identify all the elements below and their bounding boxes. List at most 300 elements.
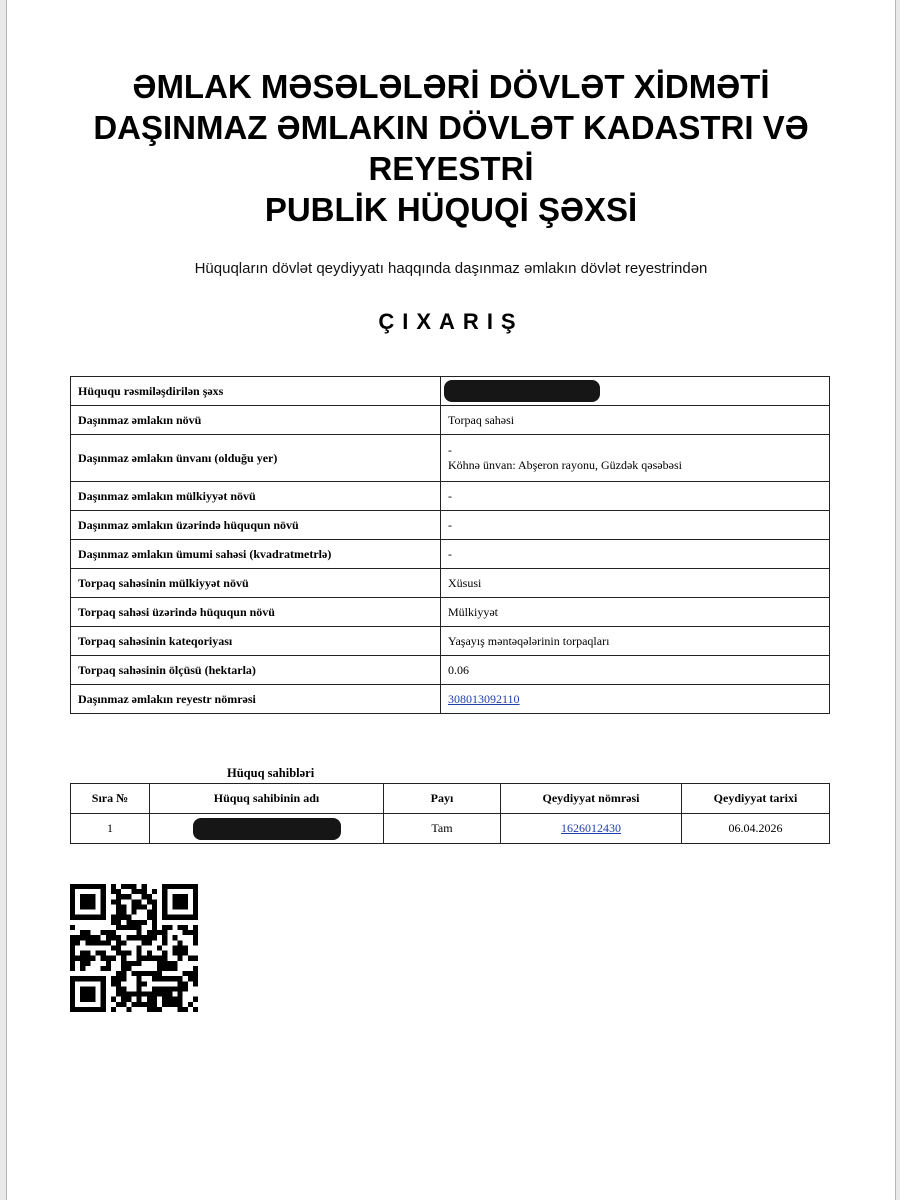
info-value: Xüsusi <box>441 569 830 598</box>
qr-module <box>121 904 126 909</box>
qr-module <box>121 910 126 915</box>
qr-module <box>80 956 85 961</box>
qr-module <box>131 925 136 930</box>
qr-module <box>80 961 85 966</box>
qr-module <box>157 1007 162 1012</box>
qr-module <box>121 940 126 945</box>
info-label: Daşınmaz əmlakın növü <box>71 406 441 435</box>
info-label: Hüququ rəsmiləşdirilən şəxs <box>71 377 441 406</box>
owners-header-row <box>71 784 830 814</box>
owner-reg-no <box>501 814 682 844</box>
qr-module <box>157 986 162 991</box>
qr-module <box>162 925 167 930</box>
qr-module <box>70 925 75 930</box>
qr-module <box>111 981 116 986</box>
info-value <box>441 435 830 482</box>
qr-module <box>85 930 90 935</box>
qr-module <box>178 976 183 981</box>
qr-finder-bottom-left <box>70 976 106 1012</box>
qr-module <box>142 971 147 976</box>
col-header-reg-no: Qeydiyyat nömrəsi <box>501 784 682 814</box>
title-line-2: DAŞINMAZ ƏMLAKIN DÖVLƏT KADASTRI VƏ <box>93 109 809 146</box>
qr-module <box>126 997 131 1002</box>
qr-module <box>80 930 85 935</box>
old-address-value: Köhnə ünvan: Abşeron rayonu, Güzdək qəsəbəsi <box>448 458 682 472</box>
qr-module <box>147 956 152 961</box>
qr-module <box>157 971 162 976</box>
qr-module <box>172 1002 177 1007</box>
qr-module <box>167 986 172 991</box>
qr-module <box>85 940 90 945</box>
qr-module <box>167 966 172 971</box>
qr-module <box>152 971 157 976</box>
info-value-redacted <box>441 377 830 406</box>
qr-module <box>172 951 177 956</box>
qr-module <box>121 997 126 1002</box>
qr-module <box>183 945 188 950</box>
qr-module <box>137 951 142 956</box>
info-label: Torpaq sahəsi üzərində hüququn növü <box>71 598 441 627</box>
qr-module <box>70 940 75 945</box>
qr-module <box>183 971 188 976</box>
qr-module <box>152 915 157 920</box>
qr-module <box>142 894 147 899</box>
qr-module <box>131 889 136 894</box>
qr-module <box>157 992 162 997</box>
qr-module <box>116 899 121 904</box>
info-row <box>71 406 830 435</box>
qr-module <box>101 930 106 935</box>
qr-module <box>172 976 177 981</box>
qr-module <box>126 961 131 966</box>
col-header-share: Payı <box>384 784 501 814</box>
qr-module <box>116 935 121 940</box>
qr-module <box>137 997 142 1002</box>
document-subtitle: Hüquqların dövlət qeydiyyatı haqqında daşınmaz əmlakın dövlət reyestrindən <box>194 260 708 277</box>
registry-number-link[interactable]: 308013092110 <box>448 691 520 706</box>
qr-module <box>157 976 162 981</box>
info-label: Torpaq sahəsinin mülkiyyət növü <box>71 569 441 598</box>
qr-module <box>131 1002 136 1007</box>
qr-module <box>126 1007 131 1012</box>
document-type-heading: ÇIXARIŞ <box>378 309 524 334</box>
qr-module <box>183 1007 188 1012</box>
qr-module <box>152 1002 157 1007</box>
qr-module <box>178 945 183 950</box>
qr-module <box>188 956 193 961</box>
qr-module <box>147 910 152 915</box>
info-row <box>71 377 830 406</box>
info-row <box>71 540 830 569</box>
qr-module <box>137 961 142 966</box>
qr-module <box>116 945 121 950</box>
info-value: - <box>441 511 830 540</box>
registration-number-link[interactable]: 1626012430 <box>561 821 621 835</box>
info-label: Daşınmaz əmlakın ümumi sahəsi (kvadratmetrlə) <box>71 540 441 569</box>
info-row <box>71 435 830 482</box>
owner-reg-date: 06.04.2026 <box>682 814 830 844</box>
qr-module <box>106 940 111 945</box>
qr-module <box>188 976 193 981</box>
qr-module <box>116 894 121 899</box>
qr-module <box>178 1002 183 1007</box>
qr-module <box>167 925 172 930</box>
qr-module <box>183 930 188 935</box>
qr-module <box>85 961 90 966</box>
qr-module <box>126 951 131 956</box>
address-value: - <box>448 443 452 457</box>
qr-module <box>70 961 75 966</box>
qr-module <box>70 945 75 950</box>
info-row <box>71 482 830 511</box>
qr-module <box>121 971 126 976</box>
qr-module <box>116 920 121 925</box>
title-line-3: REYESTRİ <box>368 150 534 187</box>
qr-module <box>101 940 106 945</box>
qr-module <box>147 940 152 945</box>
qr-module <box>142 884 147 889</box>
qr-module <box>116 925 121 930</box>
qr-module <box>147 894 152 899</box>
qr-module <box>137 976 142 981</box>
qr-module <box>183 951 188 956</box>
qr-module <box>193 966 198 971</box>
qr-module <box>147 997 152 1002</box>
qr-module <box>126 884 131 889</box>
qr-module <box>80 935 85 940</box>
qr-module <box>111 997 116 1002</box>
qr-module <box>142 956 147 961</box>
qr-module <box>147 951 152 956</box>
qr-module <box>193 925 198 930</box>
qr-module <box>193 981 198 986</box>
qr-module <box>111 889 116 894</box>
info-value: - <box>441 482 830 511</box>
qr-module <box>90 935 95 940</box>
qr-module <box>152 925 157 930</box>
qr-module <box>121 966 126 971</box>
qr-module <box>152 986 157 991</box>
qr-module <box>147 899 152 904</box>
qr-module <box>157 930 162 935</box>
qr-module <box>172 997 177 1002</box>
qr-module <box>131 971 136 976</box>
qr-module <box>157 945 162 950</box>
qr-module <box>162 930 167 935</box>
qr-module <box>193 930 198 935</box>
qr-module <box>116 910 121 915</box>
qr-module <box>152 920 157 925</box>
qr-module <box>147 1002 152 1007</box>
qr-module <box>106 961 111 966</box>
qr-module <box>147 915 152 920</box>
qr-module <box>157 961 162 966</box>
qr-module <box>162 966 167 971</box>
qr-module <box>116 992 121 997</box>
qr-module <box>152 1007 157 1012</box>
info-label: Daşınmaz əmlakın mülkiyyət növü <box>71 482 441 511</box>
qr-module <box>126 915 131 920</box>
qr-module <box>75 956 80 961</box>
qr-module <box>137 930 142 935</box>
document-page <box>6 0 896 1200</box>
qr-module <box>157 966 162 971</box>
qr-module <box>111 945 116 950</box>
title-line-1: ƏMLAK MƏSƏLƏLƏRİ DÖVLƏT XİDMƏTİ <box>132 68 770 105</box>
qr-module <box>116 904 121 909</box>
qr-module <box>178 992 183 997</box>
qr-module <box>162 1002 167 1007</box>
info-value <box>441 685 830 714</box>
qr-module <box>96 951 101 956</box>
info-value: Yaşayış məntəqələrinin torpaqları <box>441 627 830 656</box>
col-header-no: Sıra № <box>71 784 150 814</box>
qr-module <box>126 935 131 940</box>
qr-module <box>106 935 111 940</box>
qr-module <box>193 997 198 1002</box>
qr-module <box>193 976 198 981</box>
qr-module <box>137 945 142 950</box>
info-value: - <box>441 540 830 569</box>
qr-module <box>178 1007 183 1012</box>
qr-module <box>96 935 101 940</box>
qr-finder-top-left <box>70 884 106 920</box>
qr-module <box>116 986 121 991</box>
qr-module <box>111 935 116 940</box>
info-row <box>71 656 830 685</box>
qr-module <box>162 992 167 997</box>
qr-module <box>188 971 193 976</box>
owner-no: 1 <box>71 814 150 844</box>
qr-module <box>111 915 116 920</box>
info-row <box>71 598 830 627</box>
qr-module <box>116 981 121 986</box>
qr-module <box>142 920 147 925</box>
qr-module <box>121 956 126 961</box>
qr-module <box>147 971 152 976</box>
qr-module <box>121 961 126 966</box>
property-info-table <box>70 376 830 714</box>
qr-module <box>101 966 106 971</box>
qr-module <box>121 951 126 956</box>
qr-module <box>121 894 126 899</box>
qr-module <box>101 956 106 961</box>
info-label: Torpaq sahəsinin ölçüsü (hektarla) <box>71 656 441 685</box>
info-row <box>71 511 830 540</box>
qr-module <box>116 971 121 976</box>
qr-module <box>126 894 131 899</box>
qr-module <box>178 956 183 961</box>
info-label: Daşınmaz əmlakın ünvanı (olduğu yer) <box>71 435 441 482</box>
qr-module <box>137 889 142 894</box>
qr-module <box>193 935 198 940</box>
qr-module <box>137 992 142 997</box>
qr-module <box>193 940 198 945</box>
qr-module <box>90 940 95 945</box>
qr-module <box>126 966 131 971</box>
qr-module <box>183 981 188 986</box>
qr-module <box>90 956 95 961</box>
qr-module <box>131 899 136 904</box>
info-value: 0.06 <box>441 656 830 685</box>
qr-module <box>178 986 183 991</box>
qr-module <box>111 899 116 904</box>
qr-module <box>137 920 142 925</box>
qr-module <box>75 935 80 940</box>
qr-module <box>116 976 121 981</box>
qr-module <box>70 956 75 961</box>
qr-module <box>162 976 167 981</box>
qr-module <box>152 904 157 909</box>
qr-module <box>121 884 126 889</box>
qr-module <box>137 904 142 909</box>
qr-module <box>172 961 177 966</box>
qr-module <box>183 925 188 930</box>
qr-module <box>131 920 136 925</box>
qr-module <box>85 956 90 961</box>
qr-module <box>178 981 183 986</box>
qr-module <box>126 992 131 997</box>
qr-module <box>137 986 142 991</box>
qr-module <box>131 992 136 997</box>
qr-module <box>162 951 167 956</box>
qr-module <box>111 930 116 935</box>
qr-module <box>152 889 157 894</box>
qr-module <box>152 956 157 961</box>
qr-module <box>137 925 142 930</box>
qr-module <box>152 899 157 904</box>
qr-module <box>142 904 147 909</box>
qr-module <box>121 992 126 997</box>
qr-module <box>116 951 121 956</box>
col-header-name: Hüquq sahibinin adı <box>150 784 384 814</box>
qr-module <box>152 992 157 997</box>
qr-module <box>147 935 152 940</box>
qr-module <box>116 915 121 920</box>
qr-module <box>147 1007 152 1012</box>
qr-module <box>157 956 162 961</box>
qr-module <box>193 971 198 976</box>
title-line-4: PUBLİK HÜQUQİ ŞƏXSİ <box>264 191 638 228</box>
qr-module <box>183 986 188 991</box>
qr-module <box>162 961 167 966</box>
qr-module <box>172 986 177 991</box>
document-title <box>7 66 895 230</box>
info-label: Daşınmaz əmlakın üzərində hüququn növü <box>71 511 441 540</box>
qr-module <box>126 920 131 925</box>
info-label: Daşınmaz əmlakın reyestr nömrəsi <box>71 685 441 714</box>
qr-module <box>70 966 75 971</box>
qr-module <box>193 1007 198 1012</box>
qr-module <box>167 976 172 981</box>
qr-module <box>106 930 111 935</box>
qr-module <box>178 940 183 945</box>
qr-module <box>178 997 183 1002</box>
qr-module <box>193 956 198 961</box>
qr-module <box>116 1002 121 1007</box>
qr-module <box>147 930 152 935</box>
qr-module <box>116 889 121 894</box>
qr-module <box>167 961 172 966</box>
qr-module <box>167 1002 172 1007</box>
qr-module <box>142 992 147 997</box>
qr-module <box>172 966 177 971</box>
qr-module <box>167 997 172 1002</box>
info-value: Torpaq sahəsi <box>441 406 830 435</box>
qr-module <box>162 997 167 1002</box>
qr-module <box>101 951 106 956</box>
qr-module <box>188 1002 193 1007</box>
qr-module <box>70 935 75 940</box>
qr-module <box>111 956 116 961</box>
qr-module <box>80 951 85 956</box>
qr-module <box>178 951 183 956</box>
qr-module <box>116 940 121 945</box>
owners-caption: Hüquq sahibləri <box>227 766 315 780</box>
qr-module <box>111 1007 116 1012</box>
qr-module <box>121 1002 126 1007</box>
qr-module <box>142 1002 147 1007</box>
qr-module <box>111 976 116 981</box>
qr-module <box>131 904 136 909</box>
qr-module <box>188 930 193 935</box>
owner-share: Tam <box>384 814 501 844</box>
qr-module <box>111 884 116 889</box>
qr-module <box>121 986 126 991</box>
qr-module <box>137 1002 142 1007</box>
qr-module <box>121 925 126 930</box>
qr-module <box>152 935 157 940</box>
qr-module <box>111 920 116 925</box>
owner-name-redacted <box>150 814 384 844</box>
qr-module <box>162 986 167 991</box>
qr-module <box>172 945 177 950</box>
qr-module <box>152 976 157 981</box>
info-label: Torpaq sahəsinin kateqoriyası <box>71 627 441 656</box>
qr-module <box>162 956 167 961</box>
qr-module <box>85 951 90 956</box>
qr-module <box>85 935 90 940</box>
qr-module <box>142 940 147 945</box>
qr-module <box>121 976 126 981</box>
qr-module <box>142 981 147 986</box>
qr-module <box>137 899 142 904</box>
qr-module <box>75 940 80 945</box>
info-row <box>71 685 830 714</box>
owners-table <box>70 783 830 844</box>
qr-module <box>126 925 131 930</box>
qr-module <box>131 910 136 915</box>
qr-module <box>178 925 183 930</box>
qr-module <box>137 971 142 976</box>
qr-module <box>70 951 75 956</box>
qr-module <box>162 940 167 945</box>
qr-module <box>131 935 136 940</box>
qr-module <box>106 956 111 961</box>
qr-module <box>152 930 157 935</box>
qr-module <box>167 992 172 997</box>
qr-module <box>172 935 177 940</box>
redaction-mark <box>444 380 600 402</box>
qr-module <box>121 915 126 920</box>
qr-module <box>137 935 142 940</box>
qr-module <box>131 961 136 966</box>
qr-module <box>96 940 101 945</box>
qr-module <box>142 889 147 894</box>
qr-module <box>137 956 142 961</box>
qr-code <box>70 884 198 1012</box>
qr-module <box>80 966 85 971</box>
